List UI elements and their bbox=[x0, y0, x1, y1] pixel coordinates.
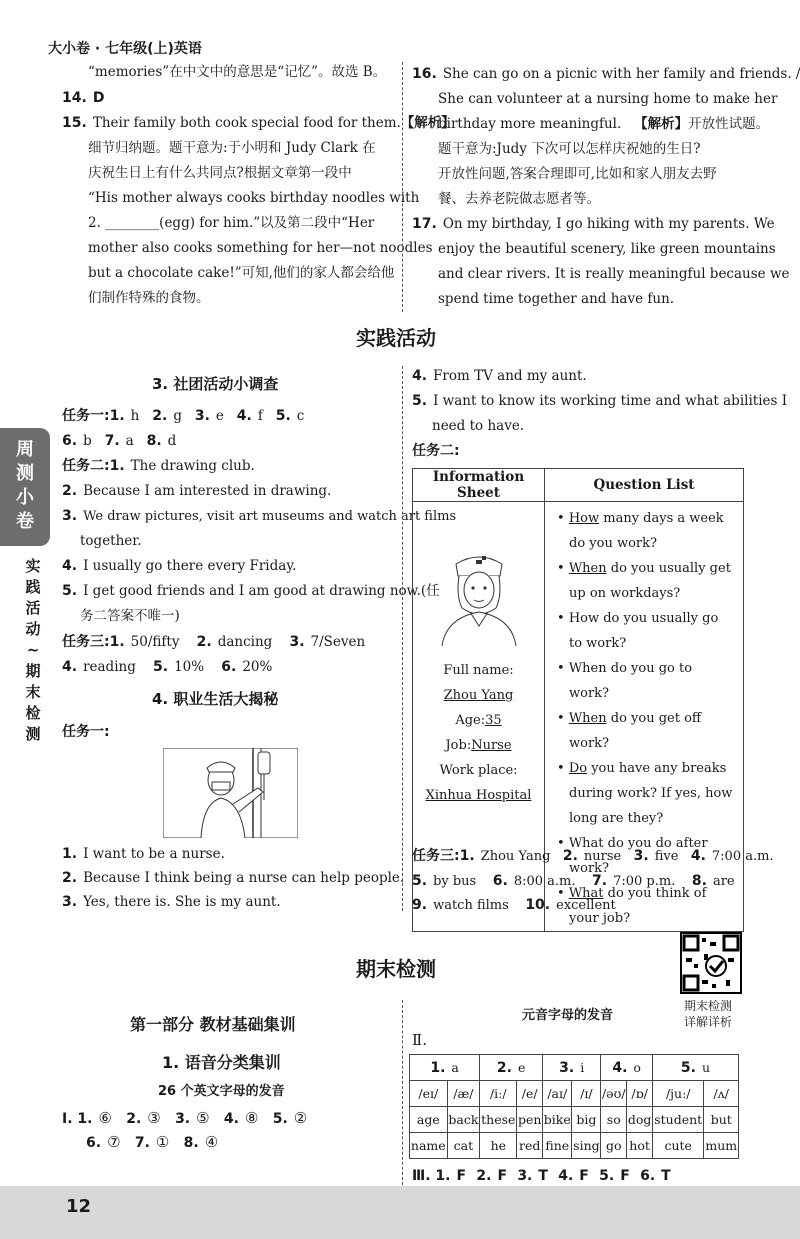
answer-row bbox=[62, 429, 176, 453]
question-item: • When do you go to work? bbox=[557, 661, 693, 701]
q-num: 任务三:1. bbox=[62, 634, 125, 650]
q-num: 6. bbox=[62, 433, 78, 449]
answer-value: ④ bbox=[204, 1133, 219, 1151]
subsection-title: 1. 语音分类集训 bbox=[162, 1053, 281, 1072]
full-name-value: Zhou Yang bbox=[443, 688, 514, 703]
nurse-portrait bbox=[434, 546, 524, 646]
q-num: 7. bbox=[134, 1135, 150, 1151]
answer-row bbox=[86, 1130, 218, 1155]
q-num: 4. bbox=[62, 558, 78, 574]
answer-value: five bbox=[654, 849, 679, 864]
place-value: Xinhua Hospital bbox=[425, 788, 532, 803]
age-label: Age: bbox=[455, 713, 486, 728]
answer-value: h bbox=[130, 408, 140, 424]
answer-row bbox=[62, 579, 440, 603]
q-num: 2. bbox=[196, 634, 212, 650]
q-num: 5. bbox=[272, 1111, 288, 1127]
explanation-line: 2. ________(egg) for him.”以及第二段中“Her bbox=[88, 215, 375, 231]
explanation-line: 们制作特殊的食物。 bbox=[88, 290, 210, 306]
answer-row bbox=[62, 504, 456, 529]
qr-caption-line: 期末检测 bbox=[684, 999, 733, 1013]
answer-value: 10% bbox=[174, 659, 205, 675]
q-num: 5. bbox=[599, 1168, 615, 1184]
answer-text: We draw pictures, visit art museums and watch art films bbox=[83, 509, 457, 524]
info-fields bbox=[413, 658, 544, 808]
footer-bar bbox=[0, 1186, 800, 1239]
word-cell: bike bbox=[543, 1107, 572, 1133]
answer-value: 7/Seven bbox=[310, 634, 366, 650]
answer-value: ① bbox=[155, 1133, 170, 1151]
sidebar-char: 测 bbox=[16, 463, 34, 484]
ipa-cell: /əʊ/ bbox=[601, 1081, 627, 1107]
answer-line: need to have. bbox=[432, 418, 525, 434]
q-num: 2. bbox=[152, 408, 168, 424]
question-text: do you get off work? bbox=[569, 711, 702, 751]
sidebar-char: 周 bbox=[16, 439, 34, 460]
answer-line: enjoy the beautiful scenery, like green mountains bbox=[438, 241, 776, 257]
q-num: 2. bbox=[126, 1111, 142, 1127]
word-cell: red bbox=[517, 1133, 543, 1159]
q-num: 8. bbox=[691, 873, 707, 889]
question-text: do you think of your job? bbox=[569, 886, 707, 926]
q-num: 4. bbox=[558, 1168, 574, 1184]
job-value: Nurse bbox=[471, 738, 512, 753]
word-cell: hot bbox=[627, 1133, 653, 1159]
answer-value: watch films bbox=[433, 898, 509, 913]
q-num: 14. bbox=[62, 90, 87, 106]
roman-label: Ⅱ. bbox=[412, 1031, 427, 1049]
answer-text: Because I am interested in drawing. bbox=[83, 483, 332, 499]
question-item: • Do you have any breaks during work? If yes, how long are they? bbox=[557, 761, 733, 826]
analysis-tag: 【解析】 bbox=[400, 115, 455, 131]
question-text: When do you go to work? bbox=[568, 661, 693, 701]
vowel-letter: u bbox=[701, 1059, 711, 1075]
sidebar-chapter bbox=[22, 556, 44, 745]
answer-value: b bbox=[83, 433, 92, 449]
table-header-info: Information Sheet bbox=[413, 469, 545, 502]
q-num: 10. bbox=[525, 897, 551, 913]
word-cell: but bbox=[704, 1107, 739, 1133]
answer-row bbox=[412, 364, 587, 388]
answer-value: 50/fifty bbox=[130, 634, 180, 650]
answer-line: She can volunteer at a nursing home to make her bbox=[438, 91, 778, 107]
q-num: 2. bbox=[562, 848, 578, 864]
answer-value: by bus bbox=[433, 874, 477, 889]
place-label: Work place: bbox=[439, 763, 518, 778]
q-num: 3. bbox=[633, 848, 649, 864]
sidebar-char: 卷 bbox=[16, 511, 34, 532]
q-num: 4. bbox=[690, 848, 706, 864]
q-num: 任务三:1. bbox=[412, 848, 475, 864]
q-num: 2. bbox=[496, 1059, 512, 1076]
q-num: 6. bbox=[492, 873, 508, 889]
vowel-head bbox=[543, 1055, 601, 1081]
explanation-line: 细节归纳题。题干意为:于小明和 Judy Clark 在 bbox=[88, 140, 376, 156]
ipa-cell: /æ/ bbox=[447, 1081, 480, 1107]
question-item: • How do you usually go to work? bbox=[557, 611, 719, 651]
ipa-cell: /ʌ/ bbox=[704, 1081, 739, 1107]
vowel-table bbox=[409, 1054, 739, 1159]
task-label bbox=[412, 439, 466, 463]
chapter-char: 期 bbox=[25, 662, 41, 680]
answer-value: ⑥ bbox=[98, 1109, 112, 1127]
question-item: • What do you think of your job? bbox=[557, 886, 707, 926]
word-cell: fine bbox=[543, 1133, 572, 1159]
qr-code[interactable] bbox=[680, 932, 742, 994]
answer-row bbox=[62, 554, 296, 578]
word-cell: cat bbox=[447, 1133, 480, 1159]
q-num: 5. bbox=[412, 393, 428, 409]
answer-value: e bbox=[215, 408, 224, 424]
qr-caption-line: 详解详析 bbox=[684, 1015, 733, 1029]
vowel-head bbox=[652, 1055, 738, 1081]
answer-value: D bbox=[92, 90, 105, 106]
question-word: How bbox=[568, 511, 600, 526]
answer-value: 7:00 p.m. bbox=[613, 874, 676, 889]
answer-value: are bbox=[712, 874, 735, 889]
q-num: 17. bbox=[412, 216, 437, 232]
task-label-text: 任务一: bbox=[62, 724, 110, 740]
answer-value: c bbox=[296, 408, 305, 424]
answer-value: d bbox=[167, 433, 177, 449]
q-num: 4. bbox=[236, 408, 252, 424]
question-item: • When do you usually get up on workdays? bbox=[557, 561, 731, 601]
answer-text: I want to be a nurse. bbox=[83, 846, 225, 862]
header-title: 大小卷 · 七年级(上)英语 bbox=[48, 41, 202, 57]
sub-caption: 26 个英文字母的发音 bbox=[158, 1084, 285, 1099]
explanation-line: “memories”在中文中的意思是“记忆”。故选 B。 bbox=[88, 64, 387, 80]
q-num: 2. bbox=[476, 1168, 492, 1184]
q-num: 4. bbox=[612, 1059, 628, 1076]
answer-text: She can go on a picnic with her family and friends. / bbox=[442, 66, 800, 82]
sidebar-char: 小 bbox=[16, 487, 34, 508]
answer-text: Because I think being a nurse can help people. bbox=[83, 870, 405, 886]
task-label-text: 任务二: bbox=[412, 443, 460, 459]
answer-row bbox=[412, 389, 787, 413]
section-title-practice: 实践活动 bbox=[356, 326, 436, 350]
answer-value: T bbox=[661, 1168, 671, 1184]
answer-text: The drawing club. bbox=[130, 458, 255, 474]
page-number: 12 bbox=[66, 1196, 92, 1217]
q-num: 4. bbox=[62, 659, 78, 675]
ipa-cell: /eɪ/ bbox=[410, 1081, 448, 1107]
q-num: 1. bbox=[62, 846, 78, 862]
question-text: many days a week do you work? bbox=[569, 511, 724, 551]
answer-row bbox=[62, 842, 225, 866]
word-cell: back bbox=[447, 1107, 480, 1133]
question-item: • What do you do after work? bbox=[557, 836, 708, 876]
answer-text: 开放性试题。 bbox=[688, 116, 770, 132]
qr-pattern bbox=[682, 934, 740, 992]
task-label bbox=[62, 720, 116, 744]
question-text: you have any breaks during work? If yes, how long are they? bbox=[569, 761, 733, 826]
q-num: 任务二:1. bbox=[62, 458, 125, 474]
ipa-cell: /ɪ/ bbox=[572, 1081, 601, 1107]
explanation-line: “His mother always cooks birthday noodles with bbox=[88, 190, 420, 206]
q-num: 9. bbox=[412, 897, 428, 913]
answer-value: F bbox=[579, 1168, 589, 1184]
q-num: 4. bbox=[223, 1111, 239, 1127]
question-text: do you usually get up on workdays? bbox=[569, 561, 731, 601]
q-num: 3. bbox=[62, 894, 78, 910]
q-num: 任务一:1. bbox=[62, 408, 125, 424]
answer-16 bbox=[412, 62, 800, 86]
word-cell: he bbox=[480, 1133, 517, 1159]
explanation-line: 开放性问题,答案合理即可,比如和家人朋友去野 bbox=[438, 166, 717, 182]
part-title: 第一部分 教材基础集训 bbox=[130, 1015, 296, 1034]
word-cell: mum bbox=[704, 1133, 739, 1159]
word-cell: student bbox=[652, 1107, 703, 1133]
answer-text: birthday more meaningful. bbox=[438, 116, 622, 132]
question-word: What bbox=[568, 886, 604, 901]
answer-text: I get good friends and I am good at drawing now.(任 bbox=[83, 583, 440, 599]
q-num: 5. bbox=[153, 659, 169, 675]
ipa-cell: /ɒ/ bbox=[627, 1081, 653, 1107]
word-cell: age bbox=[410, 1107, 448, 1133]
answer-value: ⑦ bbox=[107, 1133, 121, 1151]
chapter-char: 活 bbox=[25, 599, 41, 617]
q-num: 5. bbox=[680, 1059, 696, 1076]
answer-row bbox=[62, 454, 255, 478]
answer-line: spend time together and have fun. bbox=[438, 291, 675, 307]
word-cell: name bbox=[410, 1133, 448, 1159]
column-divider bbox=[402, 1000, 403, 1185]
q-num: 1. bbox=[430, 1059, 446, 1076]
question-text: What do you do after work? bbox=[568, 836, 708, 876]
word-cell: these bbox=[480, 1107, 517, 1133]
answer-row bbox=[62, 866, 404, 890]
answer-14 bbox=[62, 86, 110, 110]
answer-value: F bbox=[497, 1168, 508, 1184]
vowel-head bbox=[480, 1055, 543, 1081]
vowel-head bbox=[601, 1055, 653, 1081]
vowel-letter: i bbox=[580, 1059, 585, 1075]
answer-line: and clear rivers. It is really meaningful because we bbox=[438, 266, 790, 282]
section-title-final: 期末检测 bbox=[356, 957, 436, 981]
vowel-letter: a bbox=[451, 1059, 459, 1075]
qr-caption bbox=[684, 998, 732, 1030]
explanation-line: but a chocolate cake!”可知,他们的家人都会给他 bbox=[88, 265, 395, 281]
q-num: 6. bbox=[640, 1168, 656, 1184]
answer-value: a bbox=[125, 433, 134, 449]
ipa-cell: /iː/ bbox=[480, 1081, 517, 1107]
q-num: 3. bbox=[289, 634, 305, 650]
answer-value: T bbox=[538, 1168, 548, 1184]
ipa-cell: /aɪ/ bbox=[543, 1081, 572, 1107]
answer-row bbox=[412, 893, 616, 918]
explanation-line: 庆祝生日上有什么共同点?根据文章第一段中 bbox=[88, 165, 352, 181]
answer-row bbox=[62, 890, 281, 914]
word-cell: big bbox=[572, 1107, 601, 1133]
subsection-title: 4. 职业生活大揭秘 bbox=[152, 690, 279, 708]
q-num: Ⅲ. 1. bbox=[412, 1168, 451, 1184]
answer-15 bbox=[62, 111, 455, 135]
answer-text: I want to know its working time and what abilities I bbox=[433, 393, 788, 409]
word-cell: go bbox=[601, 1133, 627, 1159]
sidebar-label bbox=[14, 438, 36, 534]
vowel-title: 元音字母的发音 bbox=[522, 1008, 614, 1023]
answer-value: dancing bbox=[217, 634, 273, 650]
q-num: 3. bbox=[194, 408, 210, 424]
answer-row bbox=[412, 1164, 677, 1188]
table-header-questions: Question List bbox=[545, 469, 744, 502]
answer-value: 20% bbox=[242, 659, 273, 675]
answer-row bbox=[412, 844, 774, 869]
q-num: 4. bbox=[412, 368, 428, 384]
column-divider bbox=[402, 366, 403, 911]
chapter-char: 检 bbox=[25, 704, 41, 722]
q-num: Ⅰ. 1. bbox=[62, 1111, 93, 1127]
answer-line: together. bbox=[80, 533, 142, 549]
answer-value: Zhou Yang bbox=[480, 849, 551, 864]
age-value: 35 bbox=[485, 713, 502, 728]
answer-value: excellent bbox=[556, 898, 616, 913]
q-num: 5. bbox=[412, 873, 428, 889]
chapter-char: 动 bbox=[25, 620, 41, 638]
q-num: 2. bbox=[62, 483, 78, 499]
answer-line bbox=[438, 112, 769, 136]
vowel-letter: e bbox=[517, 1059, 526, 1075]
word-cell: pen bbox=[517, 1107, 543, 1133]
question-word: When bbox=[568, 561, 607, 576]
analysis-tag: 【解析】 bbox=[634, 116, 689, 132]
q-num: 6. bbox=[221, 659, 237, 675]
ipa-cell: /juː/ bbox=[652, 1081, 703, 1107]
answer-text: On my birthday, I go hiking with my parents. We bbox=[442, 216, 775, 232]
subsection-title: 3. 社团活动小调查 bbox=[152, 375, 279, 393]
question-item: • How many days a week do you work? bbox=[557, 511, 724, 551]
answer-text: From TV and my aunt. bbox=[433, 368, 587, 384]
q-num: 16. bbox=[412, 66, 437, 82]
word-cell: sing bbox=[572, 1133, 601, 1159]
job-label: Job: bbox=[445, 738, 472, 753]
word-cell: cute bbox=[652, 1133, 703, 1159]
answer-value: reading bbox=[83, 659, 136, 675]
answer-value: ③ bbox=[147, 1109, 161, 1127]
q-num: 5. bbox=[62, 583, 78, 599]
answer-value: 7:00 a.m. bbox=[711, 849, 774, 864]
word-cell: so bbox=[601, 1107, 627, 1133]
answer-row bbox=[62, 479, 331, 503]
answer-text: I usually go there every Friday. bbox=[83, 558, 297, 574]
answer-value: F bbox=[620, 1168, 630, 1184]
question-item: • When do you get off work? bbox=[557, 711, 702, 751]
chapter-char: 践 bbox=[25, 578, 41, 596]
q-num: 3. bbox=[517, 1168, 533, 1184]
answer-value: ⑧ bbox=[244, 1109, 259, 1127]
answer-line: 务二答案不唯一) bbox=[80, 608, 180, 624]
q-num: 7. bbox=[104, 433, 120, 449]
answer-value: ② bbox=[293, 1109, 308, 1127]
q-num: 3. bbox=[175, 1111, 191, 1127]
answer-row bbox=[62, 655, 272, 679]
chapter-char: ~ bbox=[26, 641, 40, 659]
answer-value: nurse bbox=[583, 849, 622, 864]
answer-text: Yes, there is. She is my aunt. bbox=[83, 894, 281, 910]
ipa-cell: /e/ bbox=[517, 1081, 543, 1107]
q-num: 8. bbox=[183, 1135, 199, 1151]
question-word: Do bbox=[568, 761, 588, 776]
q-num: 3. bbox=[559, 1059, 575, 1076]
answer-value: 8:00 a.m. bbox=[513, 874, 576, 889]
q-num: 8. bbox=[146, 433, 162, 449]
answer-row bbox=[62, 1106, 307, 1131]
q-num: 6. bbox=[86, 1135, 102, 1151]
answer-17 bbox=[412, 212, 775, 236]
answer-text: Their family both cook special food for them. bbox=[92, 115, 401, 131]
explanation-line: mother also cooks something for her—not noodles bbox=[88, 240, 433, 256]
answer-row bbox=[62, 630, 365, 654]
question-word: When bbox=[568, 711, 607, 726]
chapter-char: 实 bbox=[25, 557, 41, 575]
q-num: 7. bbox=[592, 873, 608, 889]
answer-value: g bbox=[173, 408, 182, 424]
q-num: 15. bbox=[62, 115, 87, 131]
chapter-char: 测 bbox=[25, 725, 41, 743]
nurse-illustration bbox=[163, 748, 298, 838]
q-num: 2. bbox=[62, 870, 78, 886]
vowel-letter: o bbox=[633, 1059, 641, 1075]
q-num: 5. bbox=[275, 408, 291, 424]
chapter-char: 末 bbox=[25, 683, 41, 701]
explanation-line: 题干意为:Judy 下次可以怎样庆祝她的生日? bbox=[438, 141, 701, 157]
explanation-line: 餐、去养老院做志愿者等。 bbox=[438, 191, 600, 207]
answer-row bbox=[412, 869, 735, 894]
answer-value: F bbox=[456, 1168, 467, 1184]
q-num: 3. bbox=[62, 508, 78, 524]
full-name-label: Full name: bbox=[443, 663, 514, 678]
question-text: How do you usually go to work? bbox=[568, 611, 719, 651]
column-divider bbox=[402, 62, 403, 312]
answer-value: ⑤ bbox=[196, 1109, 210, 1127]
answer-row bbox=[62, 404, 304, 428]
vowel-head bbox=[410, 1055, 480, 1081]
answer-value: f bbox=[257, 408, 263, 424]
word-cell: dog bbox=[627, 1107, 653, 1133]
